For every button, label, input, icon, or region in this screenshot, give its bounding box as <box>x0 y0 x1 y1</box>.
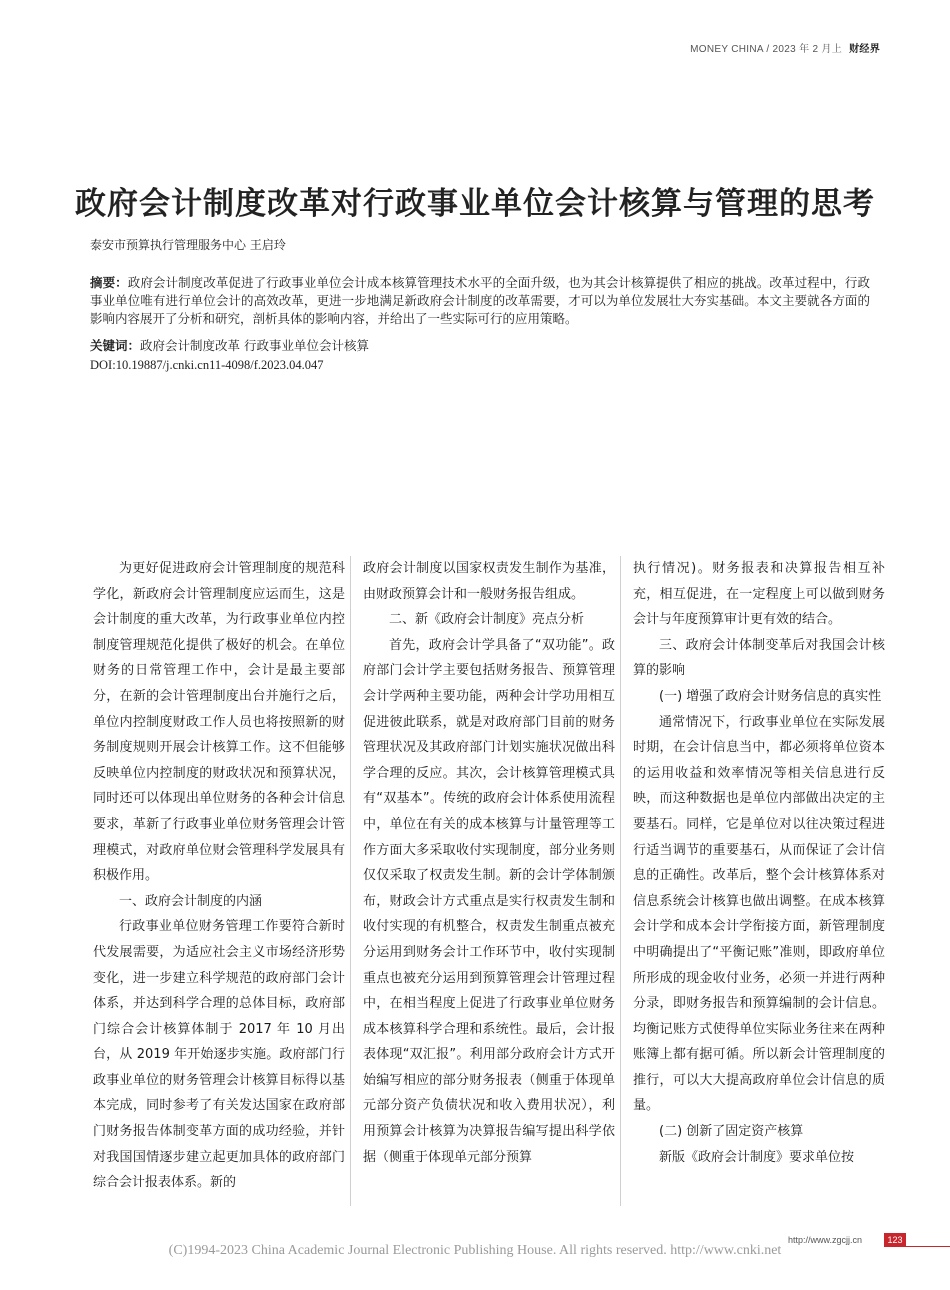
subsection-heading: (二) 创新了固定资产核算 <box>659 1124 804 1140</box>
issue-date: / 2023 年 2 月上 <box>766 44 842 55</box>
running-header <box>690 40 880 55</box>
footer-rule <box>906 1246 950 1247</box>
paragraph: 新版《政府会计制度》要求单位按 <box>659 1149 855 1165</box>
copyright-watermark: (C)1994-2023 China Academic Journal Electronic Publishing House. All rights reserved. http://www.cnki.net <box>168 1243 782 1258</box>
section-name: 财经界 <box>849 44 880 55</box>
doi: DOI:10.19887/j.cnki.cn11-4098/f.2023.04.047 <box>90 358 324 372</box>
keywords <box>90 336 369 354</box>
body-column-2 <box>363 556 615 1170</box>
journal-name: MONEY CHINA <box>690 44 764 55</box>
paragraph: 通常情况下，行政事业单位在实际发展时期，在会计信息当中，都必须将单位资本的运用收益和效率情况等相关信息进行反映，而这种数据也是单位内部做出决定的主要基石。同样，它是单位对以往决策过程进行适当调节的重要基石，从而保证了会计信息的正确性。改革后，整个会计核算体系对信息系统会计核算也做出调整。在成本核算会计学和成本会计学衔接方面，新管理制度中明确提出了“平衡记账”准则，即政府单位所形成的现金收付业务，必须一并进行两种分录，即财务报告和预算编制的会计信息。均衡记账方式使得单位实际业务往来在两种账簿上都有据可循。所以新会计管理制度的推行，可以大大提高政府单位会计信息的质量。 <box>633 714 885 1114</box>
paragraph: 政府会计制度以国家权责发生制作为基准，由财政预算会计和一般财务报告组成。 <box>363 561 615 602</box>
keywords-text: 政府会计制度改革 行政事业单位会计核算 <box>140 338 369 353</box>
column-divider <box>350 556 351 1206</box>
section-heading: 三、政府会计体制变革后对我国会计核算的影响 <box>633 637 885 679</box>
footer-url[interactable]: http://www.zgcjj.cn <box>788 1235 863 1245</box>
page-number: 123 <box>884 1233 906 1247</box>
body-column-1 <box>93 556 345 1196</box>
column-divider <box>620 556 621 1206</box>
article-title: 政府会计制度改革对行政事业单位会计核算与管理的思考 <box>75 186 875 222</box>
paragraph: 执行情况)。财务报表和决算报告相互补充，相互促进，在一定程度上可以做到财务会计与年度预算审计更有效的结合。 <box>633 561 885 628</box>
author-line: 泰安市预算执行管理服务中心 王启玲 <box>90 238 286 252</box>
body-column-3 <box>633 556 885 1170</box>
abstract-text: 政府会计制度改革促进了行政事业单位会计成本核算管理技术水平的全面升级，也为其会计核算提供了相应的挑战。改革过程中，行政事业单位唯有进行单位会计的高效改革，更进一步地满足新政府会计制度的改革需要，才可以为单位发展壮大夯实基础。本文主要就各方面的影响内容展开了分析和研究，剖析具体的影响内容，并给出了一些实际可行的应用策略。 <box>90 275 870 326</box>
abstract <box>90 274 870 328</box>
paragraph: 行政事业单位财务管理工作要符合新时代发展需要，为适应社会主义市场经济形势变化，进一步建立科学规范的政府部门会计体系，并达到科学合理的总体目标，政府部门综合会计核算体制于 2017 年 10 月出台，从 2019 年开始逐步实施。政府部门行政事业单位的财务管理会计核算目标得以基本完成，同时参考了有关发达国家在政府部门财务报告体制变革方面的成功经验，并针对我国国情逐步建立起更加具体的政府部门综合会计报表体系。新的 <box>93 919 345 1191</box>
abstract-label: 摘要： <box>90 275 128 290</box>
paragraph: 为更好促进政府会计管理制度的规范科学化，新政府会计管理制度应运而生，这是会计制度的重大改革，为行政事业单位内控制度管理规范化提供了极好的机会。在单位财务的日常管理工作中，会计是最主要部分，在新的会计管理制度出台并施行之后，单位内控制度财政工作人员也将按照新的财务制度规则开展会计核算工作。这不但能够反映单位内控制度的财政状况和预算状况，同时还可以体现出单位财务的各种会计信息要求，革新了行政事业单位财务管理会计管理模式，对政府单位财会管理科学发展具有积极作用。 <box>93 561 345 884</box>
paragraph: 首先，政府会计学具备了“双功能”。政府部门会计学主要包括财务报告、预算管理会计学两种主要功能，两种会计学功用相互促进彼此联系，就是对政府部门目前的财务管理状况及其政府部门计划实施状况做出科学合理的反应。其次，会计核算管理模式具有“双基本”。传统的政府会计体系使用流程中，单位在有关的成本核算与计量管理等工作方面大多采取收付实现制度，部分业务则仅仅采取了权责发生制。新的会计学体制颁布，财政会计方式重点是实行权责发生制和收付实现的有机整合，权责发生制重点被充分运用到财务会计工作环节中，收付实现制重点也被充分运用到预算管理会计管理过程中，在相当程度上促进了行政事业单位财务成本核算科学合理和系统性。最后，会计报表体现“双汇报”。利用部分政府会计方式开始编写相应的部分财务报表（侧重于体现单元部分资产负债状况和收入费用状况），利用预算会计核算为决算报告编写提出科学依据（侧重于体现单元部分预算 <box>363 637 615 1165</box>
keywords-label: 关键词： <box>90 338 141 353</box>
section-heading: 二、新《政府会计制度》亮点分析 <box>389 612 585 628</box>
section-heading: 一、政府会计制度的内涵 <box>119 893 263 909</box>
subsection-heading: (一) 增强了政府会计财务信息的真实性 <box>659 688 882 704</box>
